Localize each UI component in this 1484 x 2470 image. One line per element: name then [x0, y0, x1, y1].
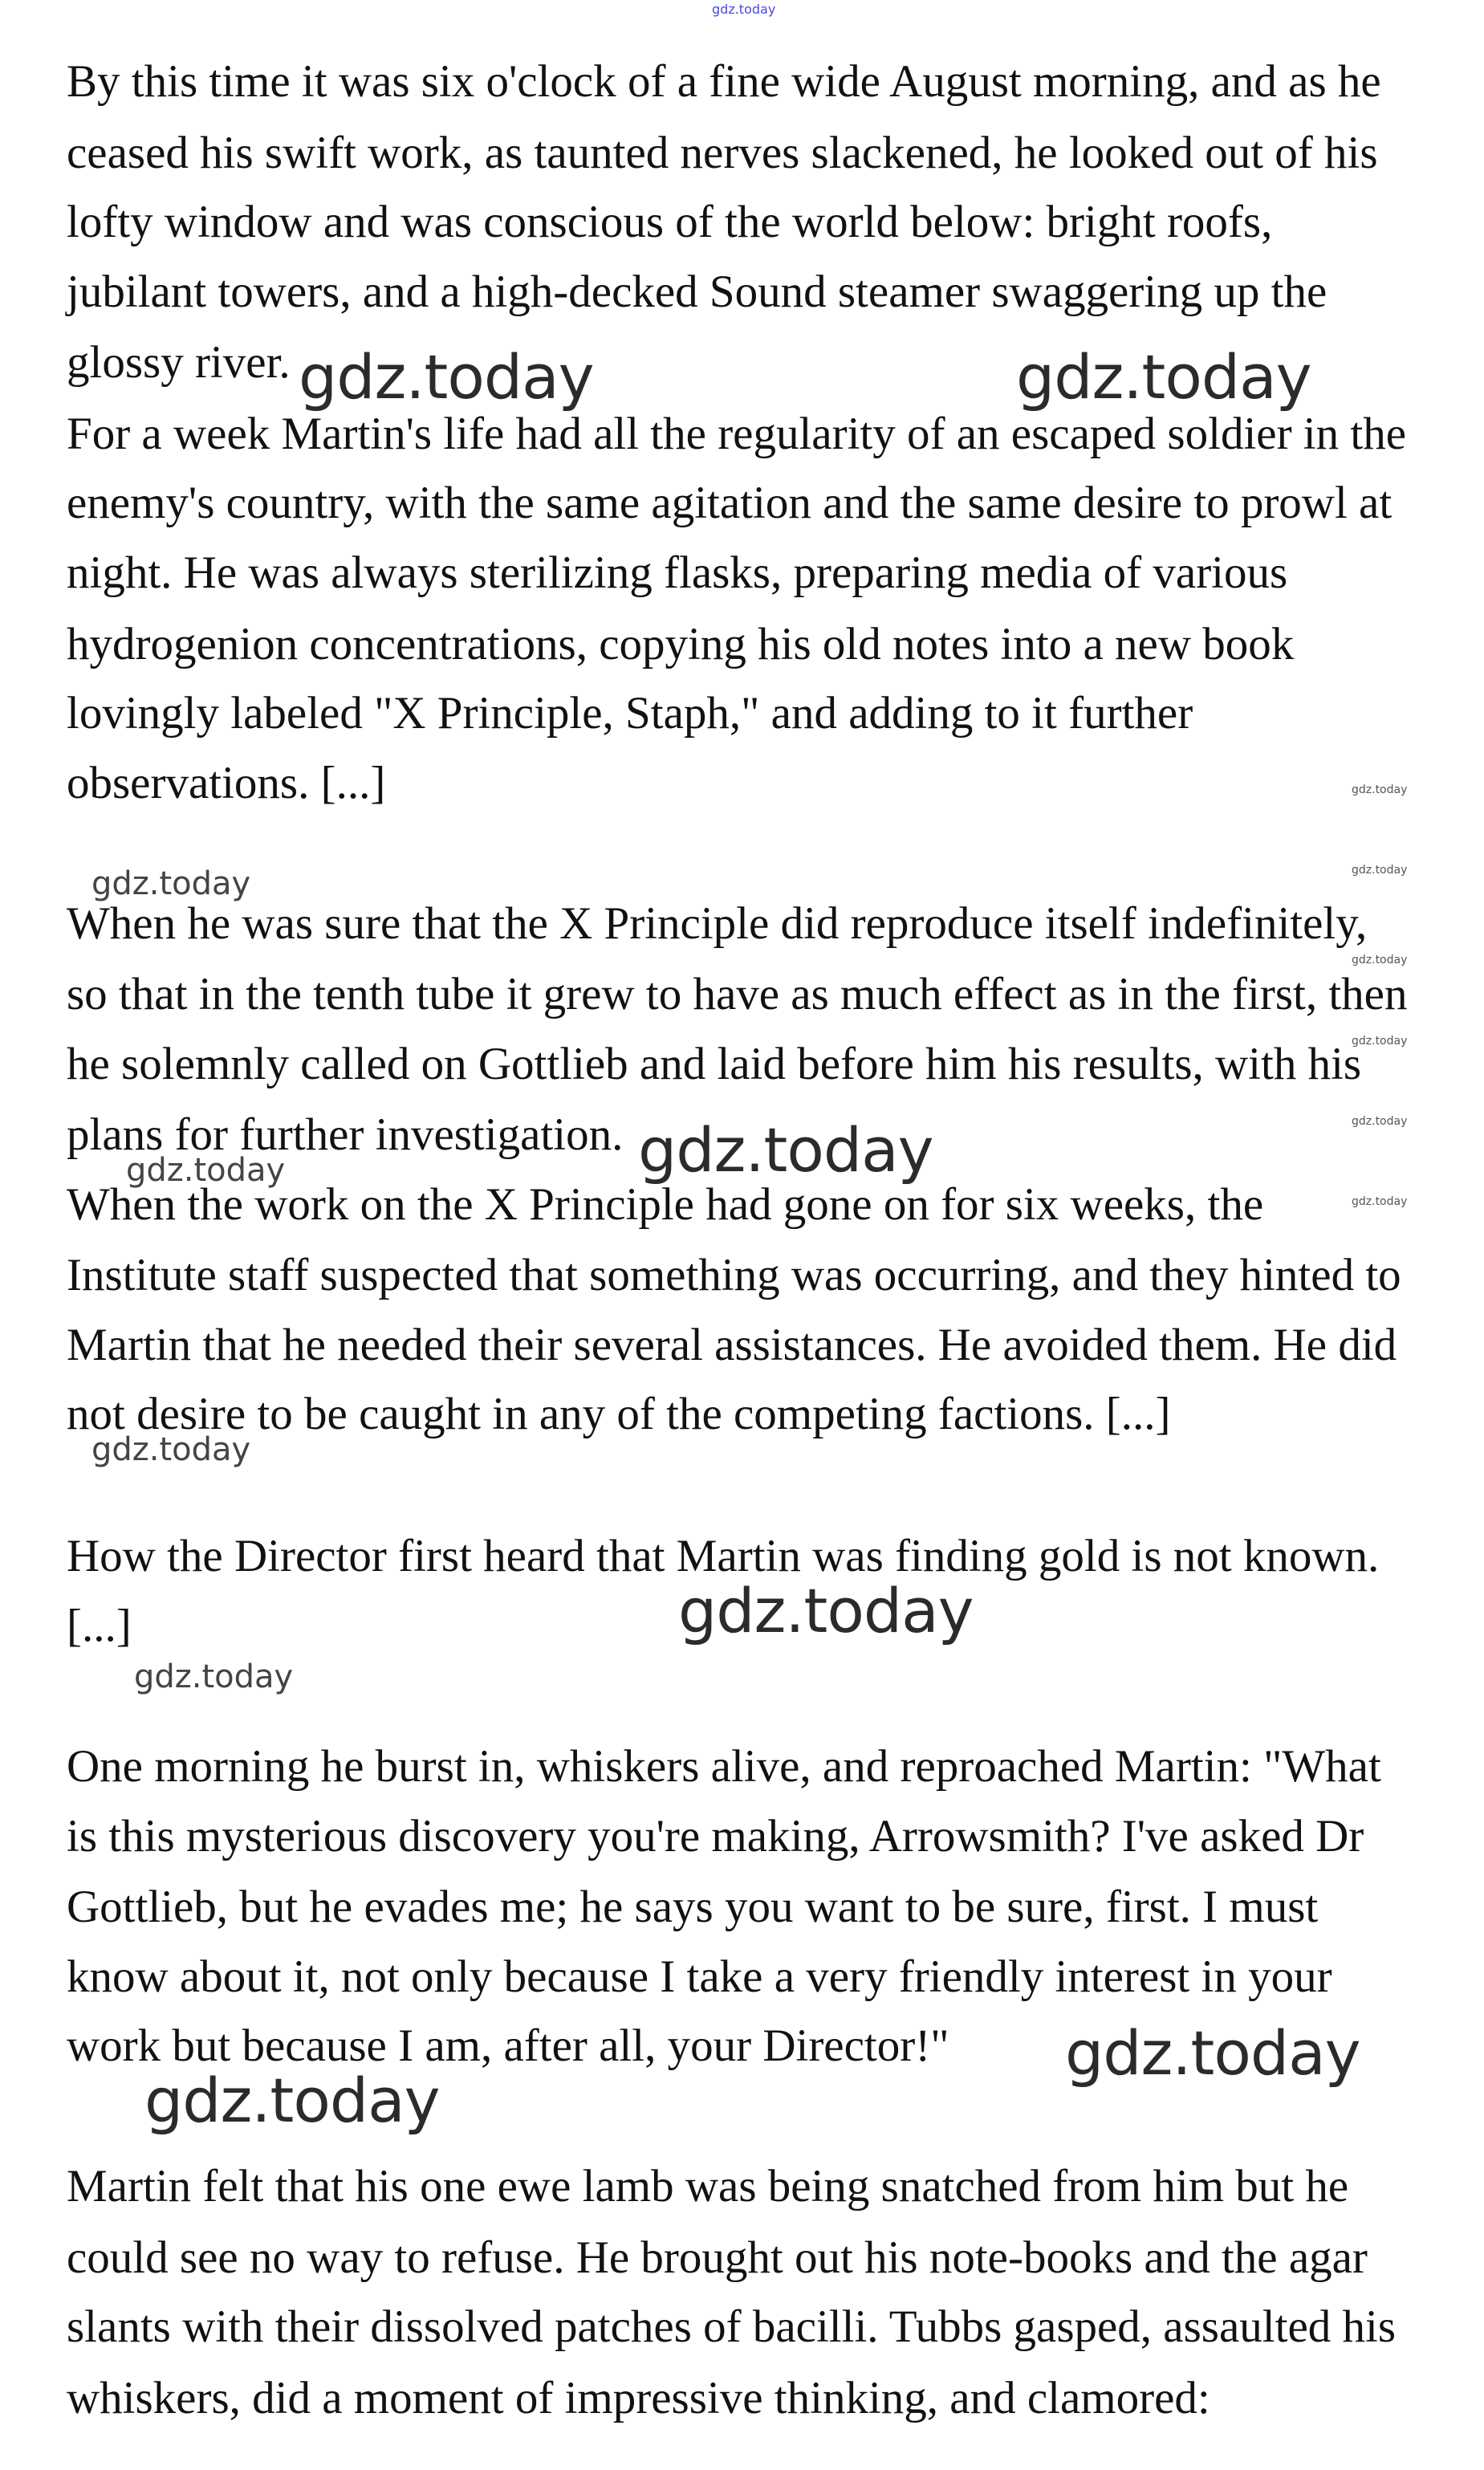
text-line: work but because I am, after all, your Director!" [67, 2020, 949, 2071]
text-line: Martin felt that his one ewe lamb was being snatched from him but he [67, 2161, 1349, 2212]
watermark-large: gdz.today [1016, 341, 1311, 413]
watermark-medium: gdz.today [91, 1431, 251, 1468]
watermark-small: gdz.today [1352, 1195, 1408, 1208]
watermark-medium: gdz.today [134, 1658, 294, 1695]
text-line: Institute staff suspected that something was occurring, and they hinted to [67, 1250, 1401, 1300]
text-line: plans for further investigation. [67, 1109, 624, 1160]
text-line: he solemnly called on Gottlieb and laid before him his results, with his [67, 1039, 1362, 1089]
text-line: slants with their dissolved patches of bacilli. Tubbs gasped, assaulted his [67, 2301, 1397, 2352]
text-line: so that in the tenth tube it grew to have as much effect as in the first, then [67, 969, 1408, 1019]
text-line: know about it, not only because I take a very friendly interest in your [67, 1951, 1332, 2002]
text-line: When he was sure that the X Principle did reproduce itself indefinitely, [67, 898, 1368, 949]
text-line: not desire to be caught in any of the competing factions. [...] [67, 1389, 1171, 1439]
text-line: hydrogenion concentrations, copying his old notes into a new book [67, 619, 1295, 669]
watermark-small: gdz.today [1352, 954, 1408, 966]
text-line: observations. [...] [67, 758, 386, 808]
watermark-large: gdz.today [299, 341, 594, 413]
text-line: night. He was always sterilizing flasks, preparing media of various [67, 547, 1288, 598]
watermark-large: gdz.today [1065, 2017, 1360, 2089]
text-line: When the work on the X Principle had gone on for six weeks, the [67, 1179, 1264, 1230]
text-line: [...] [67, 1601, 132, 1651]
watermark-medium: gdz.today [126, 1152, 286, 1189]
watermark-top: gdz.today [712, 2, 776, 17]
text-line: By this time it was six o'clock of a fine wide August morning, and as he [67, 56, 1381, 107]
text-line: Martin that he needed their several assistances. He avoided them. He did [67, 1320, 1397, 1370]
text-line: could see no way to refuse. He brought out his note-books and the agar [67, 2232, 1368, 2283]
text-line: One morning he burst in, whiskers alive, and reproached Martin: "What [67, 1741, 1381, 1792]
watermark-large: gdz.today [678, 1575, 974, 1646]
text-line: Gottlieb, but he evades me; he says you want to be sure, first. I must [67, 1882, 1319, 1932]
watermark-large: gdz.today [144, 2065, 440, 2136]
text-line: whiskers, did a moment of impressive thinking, and clamored: [67, 2373, 1210, 2423]
text-line: is this mysterious discovery you're making, Arrowsmith? I've asked Dr [67, 1811, 1364, 1862]
text-line: For a week Martin's life had all the regularity of an escaped soldier in the [67, 409, 1407, 459]
watermark-medium: gdz.today [91, 865, 251, 902]
text-line: enemy's country, with the same agitation and the same desire to prowl at [67, 478, 1393, 528]
watermark-small: gdz.today [1352, 1035, 1408, 1048]
watermark-large: gdz.today [638, 1114, 933, 1186]
watermark-small: gdz.today [1352, 1115, 1408, 1128]
text-line: How the Director first heard that Martin was finding gold is not known. [67, 1531, 1380, 1581]
watermark-small: gdz.today [1352, 864, 1408, 877]
text-line: lofty window and was conscious of the world below: bright roofs, [67, 197, 1273, 247]
watermark-small: gdz.today [1352, 783, 1408, 796]
text-line: ceased his swift work, as taunted nerves slackened, he looked out of his [67, 128, 1378, 178]
text-line: glossy river. [67, 337, 291, 388]
text-line: jubilant towers, and a high-decked Sound steamer swaggering up the [67, 267, 1327, 317]
text-line: lovingly labeled "X Principle, Staph," and adding to it further [67, 688, 1193, 739]
